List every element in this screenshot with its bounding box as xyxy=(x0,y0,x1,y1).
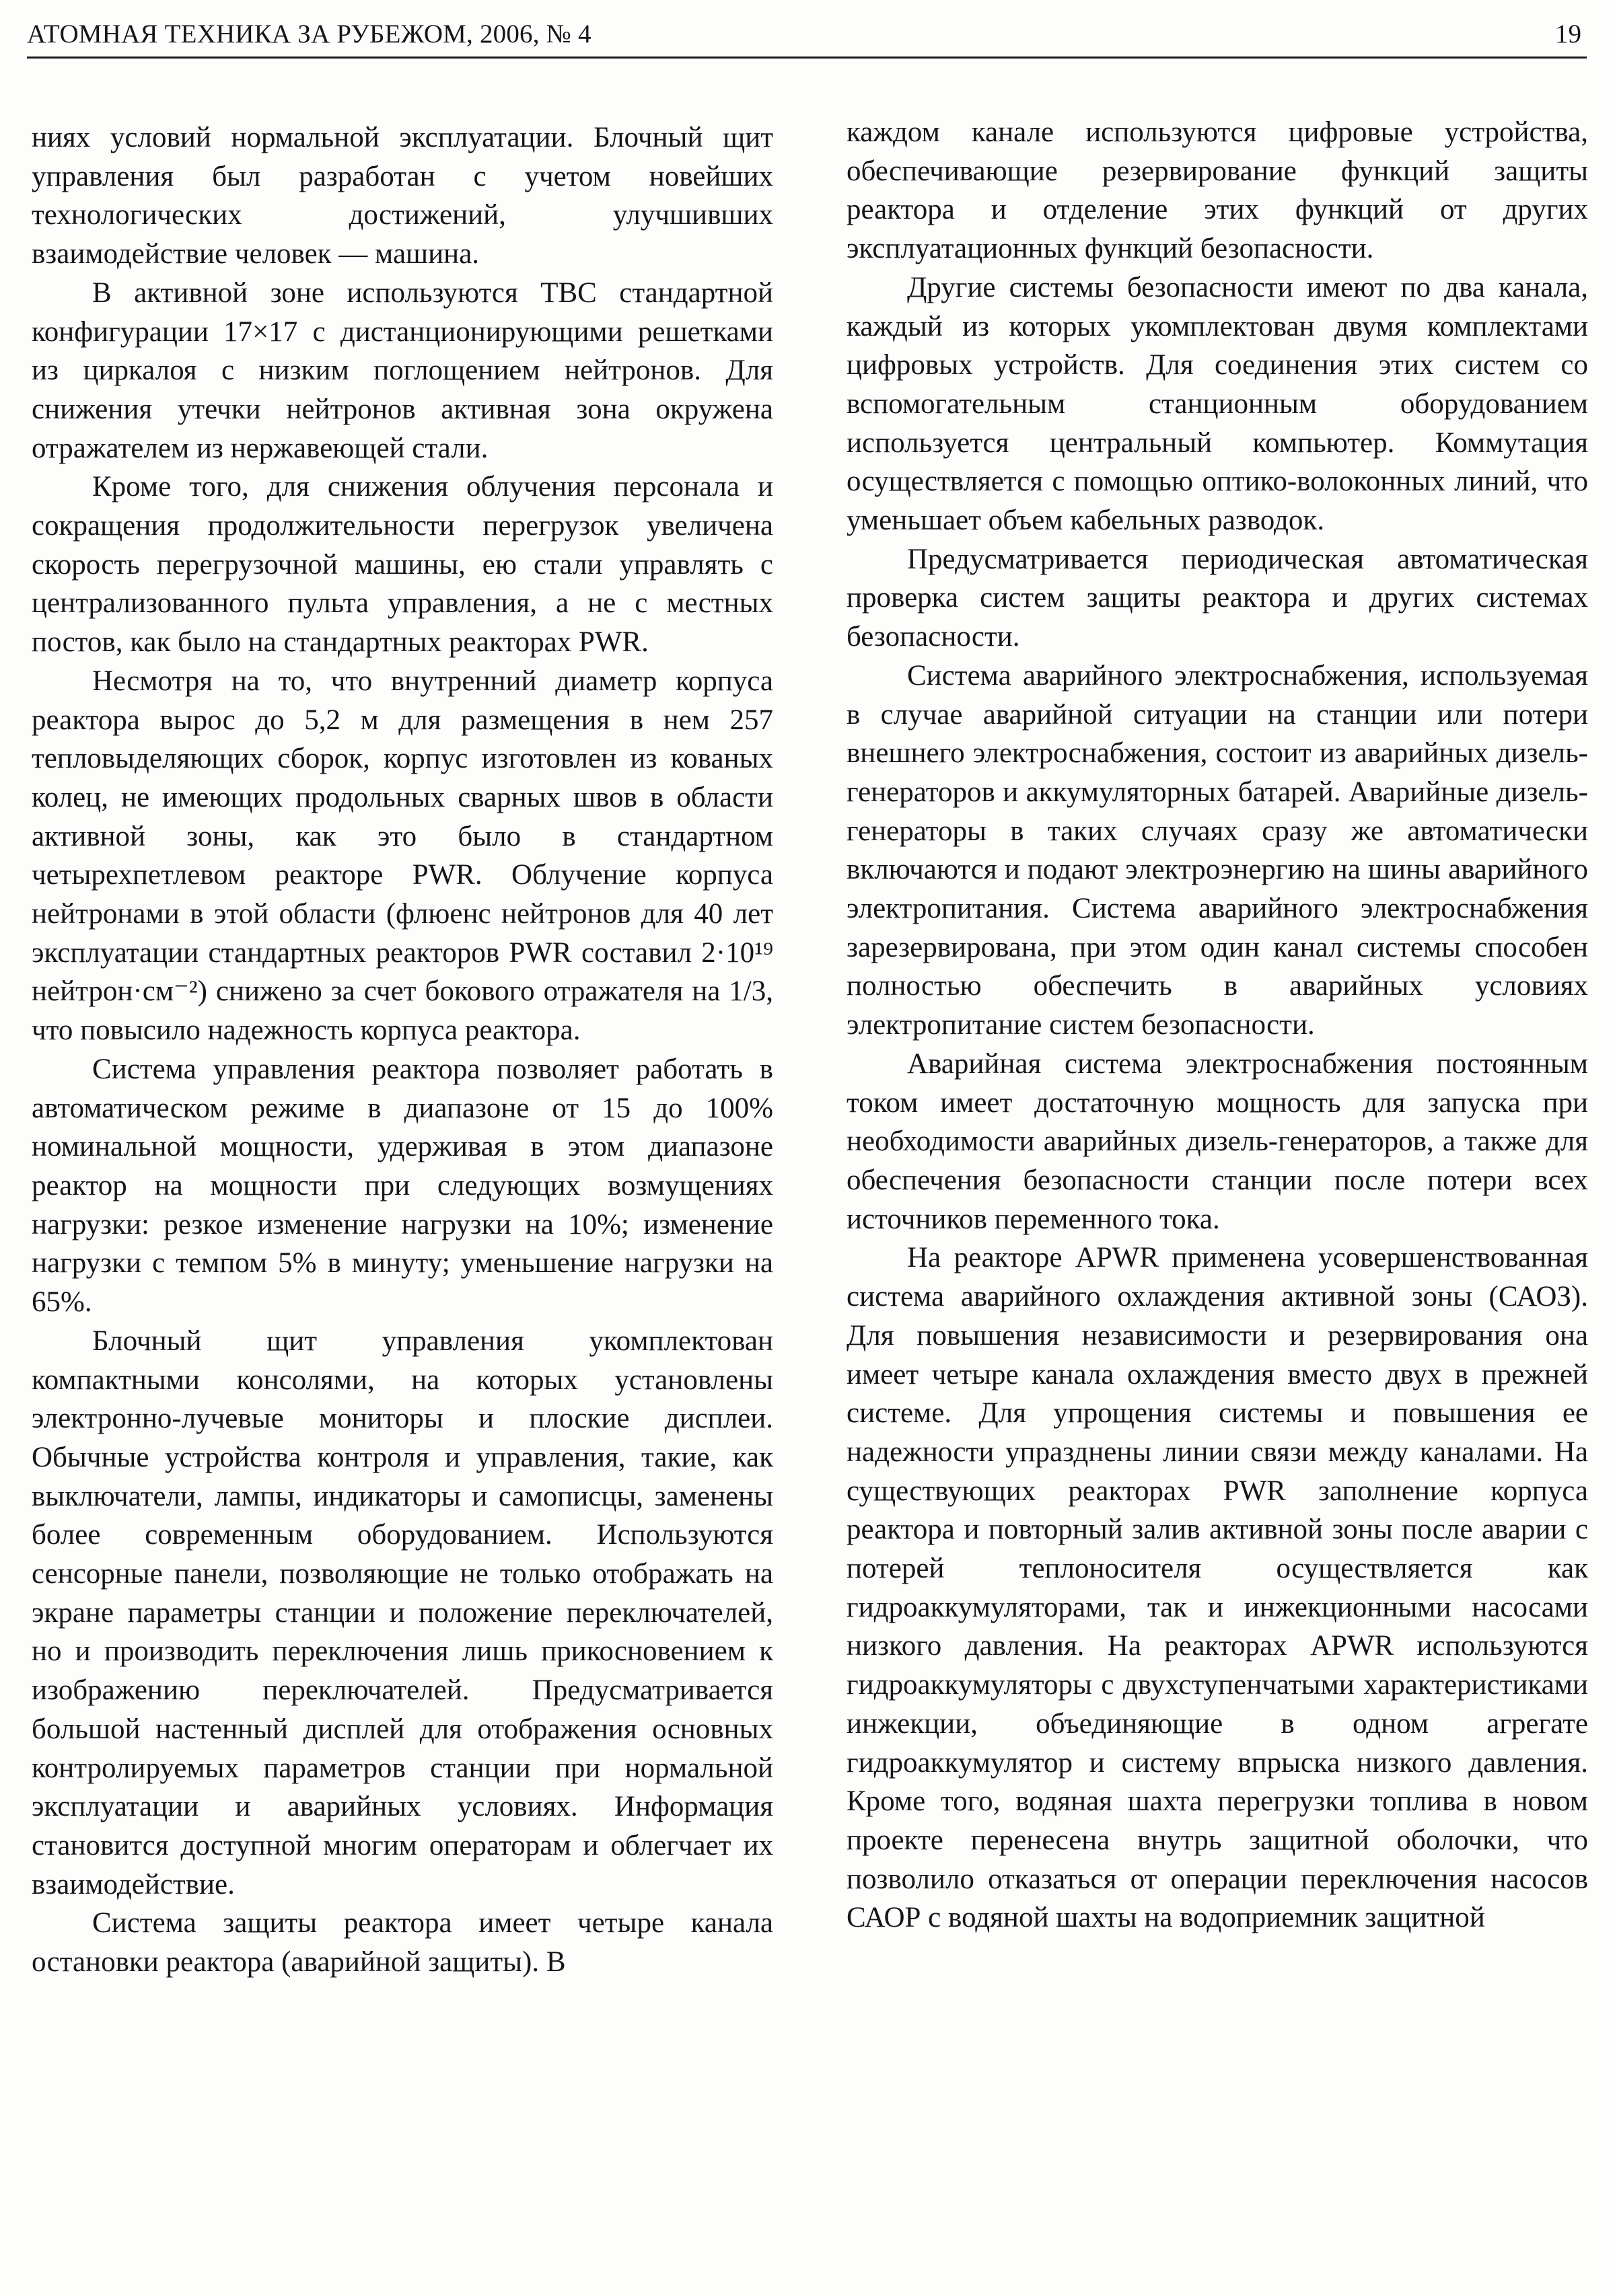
paragraph: Предусматривается периодическая автоматическая проверка систем защиты реактора и других системах безопасности. xyxy=(847,543,1588,653)
left-column xyxy=(32,118,773,2278)
paragraph: Аварийная система электроснабжения постоянным током имеет достаточную мощность для запуска при необходимости аварийных дизель-генераторов, а также для обеспечения безопасности станции после потери всех источников переменного тока. xyxy=(847,1047,1588,1235)
paragraph: каждом канале используются цифровые устройства, обеспечивающие резервирование функций защиты реактора и отделение этих функций от других эксплуатационных функций безопасности. xyxy=(847,116,1588,265)
right-column xyxy=(847,113,1588,2272)
paragraph: Система защиты реактора имеет четыре канала остановки реактора (аварийной защиты). В xyxy=(32,1907,773,1978)
paragraph: Другие системы безопасности имеют по два канала, каждый из которых укомплектован двумя комплектами цифровых устройств. Для соединения этих систем со вспомогательным станционным оборудованием используется центральный компьютер. Коммутация осуществляется с помощью оптико-волоконных линий, что уменьшает объем кабельных разводок. xyxy=(847,271,1588,537)
paragraph: Кроме того, для снижения облучения персонала и сокращения продолжительности перегрузок увеличена скорость перегрузочной машины, ею стали управлять с централизованного пульта управления, а не с местных постов, как было на стандартных реакторах PWR. xyxy=(32,471,773,659)
page-number: 19 xyxy=(1555,20,1581,48)
paragraph: В активной зоне используются ТВС стандартной конфигурации 17×17 с дистанционирующими решетками из циркалоя с низким поглощением нейтронов. Для снижения утечки нейтронов активная зона окружена отражателем из нержавеющей стали. xyxy=(32,276,773,464)
running-header xyxy=(27,16,1587,59)
paragraph: Несмотря на то, что внутренний диаметр корпуса реактора вырос до 5,2 м для размещения в нем 257 тепловыделяющих сборок, корпус изготовлен из кованых колец, не имеющих продольных сварных швов в области активной зоны, как это было в стандартном четырехпетлевом реакторе PWR. Облучение корпуса нейтронами в этой области (флюенс нейтронов для 40 лет эксплуатации стандартных реакторов PWR составил 2·10¹⁹ нейтрон·см⁻²) снижено за счет бокового отражателя на 1/3, что повысило надежность корпуса реактора. xyxy=(32,665,773,1047)
paragraph: Система аварийного электроснабжения, используемая в случае аварийной ситуации на станции или потери внешнего электроснабжения, состоит из аварийных дизель-генераторов и аккумуляторных батарей. Аварийные дизель-генераторы в таких случаях сразу же автоматически включаются и подают электроэнергию на шины аварийного электропитания. Система аварийного электроснабжения зарезервирована, при этом один канал системы способен полностью обеспечить в аварийных условиях электропитание систем безопасности. xyxy=(847,659,1588,1041)
paragraph: Система управления реактора позволяет работать в автоматическом режиме в диапазоне от 15 до 100% номинальной мощности, удерживая в этом диапазоне реактор на мощности при следующих возмущениях нагрузки: резкое изменение нагрузки на 10%; изменение нагрузки с темпом 5% в минуту; уменьшение нагрузки на 65%. xyxy=(32,1053,773,1319)
paragraph: ниях условий нормальной эксплуатации. Блочный щит управления был разработан с учетом новейших технологических достижений, улучшивших взаимодействие человек — машина. xyxy=(32,122,773,270)
paragraph: На реакторе APWR применена усовершенствованная система аварийного охлаждения активной зоны (САОЗ). Для повышения независимости и резервирования она имеет четыре канала охлаждения вместо двух в прежней системе. Для упрощения системы и повышения ее надежности упразднены линии связи между каналами. На существующих реакторах PWR заполнение корпуса реактора и повторный залив активной зоны после аварии с потерей теплоносителя осуществляется как гидроаккумуляторами, так и инжекционными насосами низкого давления. На реакторах APWR используются гидроаккумуляторы с двухступенчатыми характеристиками инжекции, объединяющие в одном агрегате гидроаккумулятор и систему впрыска низкого давления. Кроме того, водяная шахта перегрузки топлива в новом проекте перенесена внутрь защитной оболочки, что позволило отказаться от операции переключения насосов САОР с водяной шахты на водоприемник защитной xyxy=(847,1242,1588,1934)
journal-title: АТОМНАЯ ТЕХНИКА ЗА РУБЕЖОМ, 2006, № 4 xyxy=(27,20,591,48)
paragraph: Блочный щит управления укомплектован компактными консолями, на которых установлены электронно-лучевые мониторы и плоские дисплеи. Обычные устройства контроля и управления, такие, как выключатели, лампы, индикаторы и самописцы, заменены более современным оборудованием. Используются сенсорные панели, позволяющие не только отображать на экране параметры станции и положение переключателей, но и производить переключения лишь прикосновением к изображению переключателей. Предусматривается большой настенный дисплей для отображения основных контролируемых параметров станции при нормальной эксплуатации и аварийных условиях. Информация становится доступной многим операторам и облегчает их взаимодействие. xyxy=(32,1325,773,1900)
